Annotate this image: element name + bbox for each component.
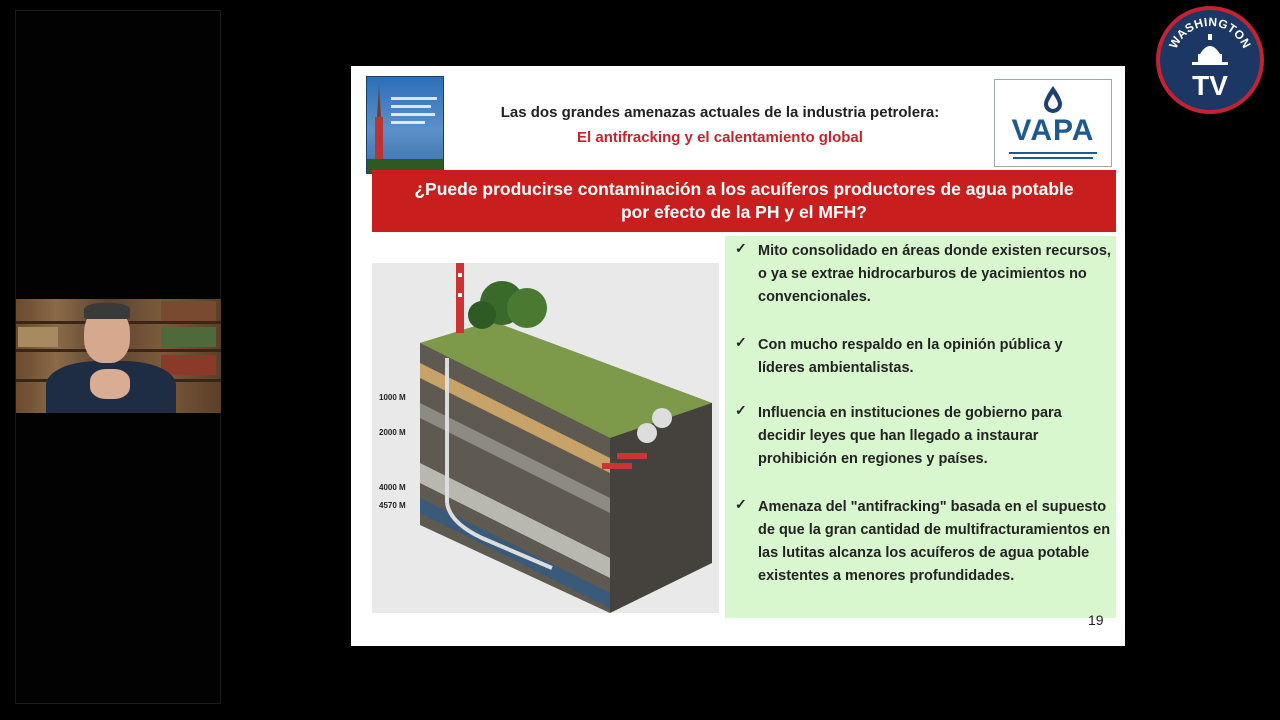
water-drop-icon <box>1041 84 1065 114</box>
depth-label: 2000 M <box>379 428 406 437</box>
slide-header-subtitle: El antifracking y el calentamiento global <box>577 129 863 146</box>
presenter-hands <box>90 369 130 399</box>
question-line-2: por efecto de la PH y el MFH? <box>620 202 868 222</box>
books <box>161 355 216 375</box>
books <box>161 327 216 347</box>
book-cover-image <box>366 76 444 174</box>
webcam-feed <box>16 299 221 413</box>
depth-label: 1000 M <box>379 393 406 402</box>
presentation-slide <box>351 66 1125 646</box>
fracking-geology-diagram <box>372 263 719 613</box>
books <box>18 327 58 347</box>
question-banner <box>372 170 1116 232</box>
slide-header-title: Las dos grandes amenazas actuales de la industria petrolera: <box>500 104 940 121</box>
depth-label: 4570 M <box>379 501 406 510</box>
checkmark-icon: ✓ <box>735 496 747 512</box>
bullet-text: Amenaza del "antifracking" basada en el supuesto de que la gran cantidad de multifracturamientos en las lutitas alcanza los acuíferos de agua potable existentes a menores profundidades. <box>758 499 1111 584</box>
books <box>161 301 216 321</box>
bullet-text: Con mucho respaldo en la opinión pública y líderes ambientalistas. <box>758 337 1063 376</box>
slide-page-number: 19 <box>1088 612 1104 628</box>
bullet-panel <box>725 236 1116 618</box>
question-line-1: ¿Puede producirse contaminación a los acuíferos productores de agua potable <box>414 179 1074 199</box>
presenter-hair <box>84 303 130 319</box>
capitol-dome-icon <box>1192 34 1228 65</box>
bullet-text: Mito consolidado en áreas donde existen recursos, o ya se extrae hidrocarburos de yacimientos no convencionales. <box>758 243 1111 305</box>
logo-bottom-text: TV <box>1192 70 1228 101</box>
bullet-text: Influencia en instituciones de gobierno para decidir leyes que han llegado a instaurar prohibición en regiones y países. <box>758 405 1062 467</box>
logo-top-text: WASHINGTON <box>1166 14 1254 51</box>
checkmark-icon: ✓ <box>735 334 747 350</box>
depth-label: 4000 M <box>379 483 406 492</box>
vapa-name: VAPA <box>1011 114 1095 147</box>
checkmark-icon: ✓ <box>735 402 747 418</box>
vapa-tagline-lines <box>1003 150 1103 162</box>
vapa-logo <box>994 79 1112 167</box>
svg-text:WASHINGTON <box>1166 15 1254 51</box>
washington-tv-logo <box>1156 6 1264 114</box>
checkmark-icon: ✓ <box>735 240 747 256</box>
